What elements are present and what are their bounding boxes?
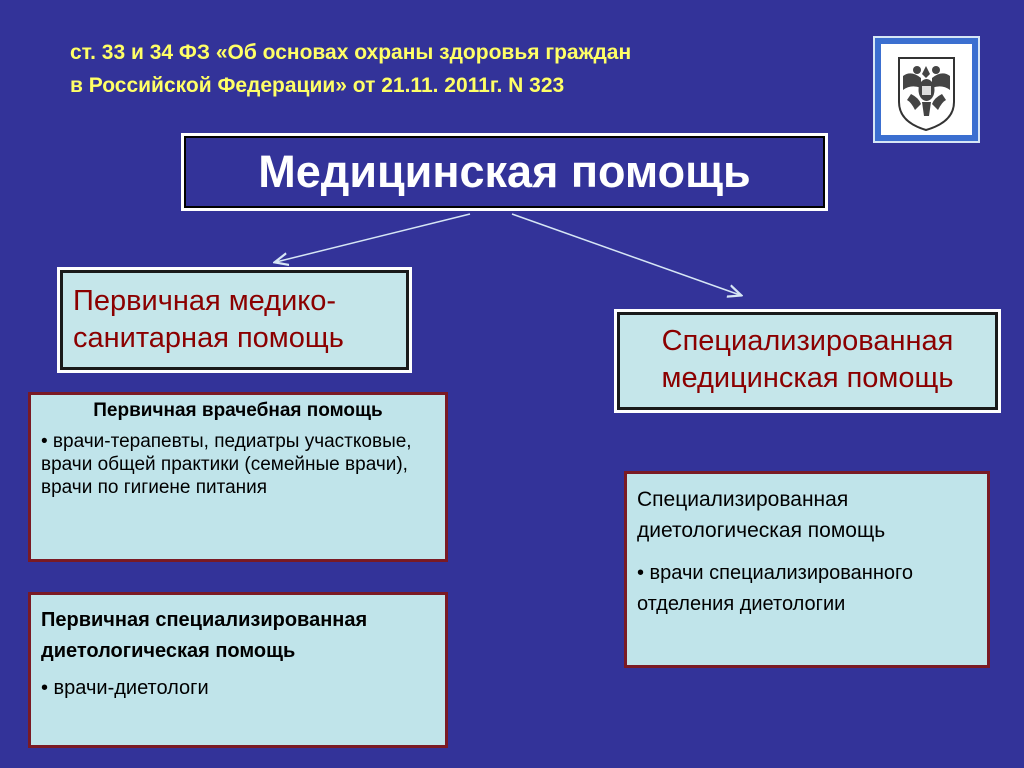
- specialized-diet-title: Специализированная диетологическая помощь: [637, 488, 886, 542]
- header-line-2: в Российской Федерации» от 21.11. 2011г. N 323: [70, 74, 565, 97]
- medical-care-title-box: [181, 133, 828, 211]
- arrow-to-primary: [276, 214, 470, 262]
- specialized-care-label: Специализированная медицинская помощь: [661, 325, 954, 394]
- primary-doctor-care-title: Первичная врачебная помощь: [93, 400, 383, 421]
- specialized-diet-bullet: • врачи специализированного отделения диетологии: [637, 562, 913, 615]
- primary-care-label: Первичная медико-санитарная помощь: [73, 285, 344, 354]
- primary-specialized-diet-box: [28, 592, 448, 748]
- specialized-care-box: [617, 312, 998, 410]
- primary-doctor-care-bullet: • врачи-терапевты, педиатры участковые, врачи общей практики (семейные врачи), врачи по гигиене питания: [41, 431, 412, 498]
- header-line-1: ст. 33 и 34 ФЗ «Об основах охраны здоровья граждан: [70, 41, 632, 64]
- specialized-diet-box: [624, 471, 990, 668]
- arrow-to-specialized: [512, 214, 740, 295]
- primary-specialized-diet-title: Первичная специализированная диетологическая помощь: [41, 609, 368, 662]
- primary-care-box: [60, 270, 409, 370]
- primary-doctor-care-box: [28, 392, 448, 562]
- medical-care-title: Медицинская помощь: [258, 146, 751, 197]
- primary-specialized-diet-bullet: • врачи-диетологи: [41, 677, 209, 699]
